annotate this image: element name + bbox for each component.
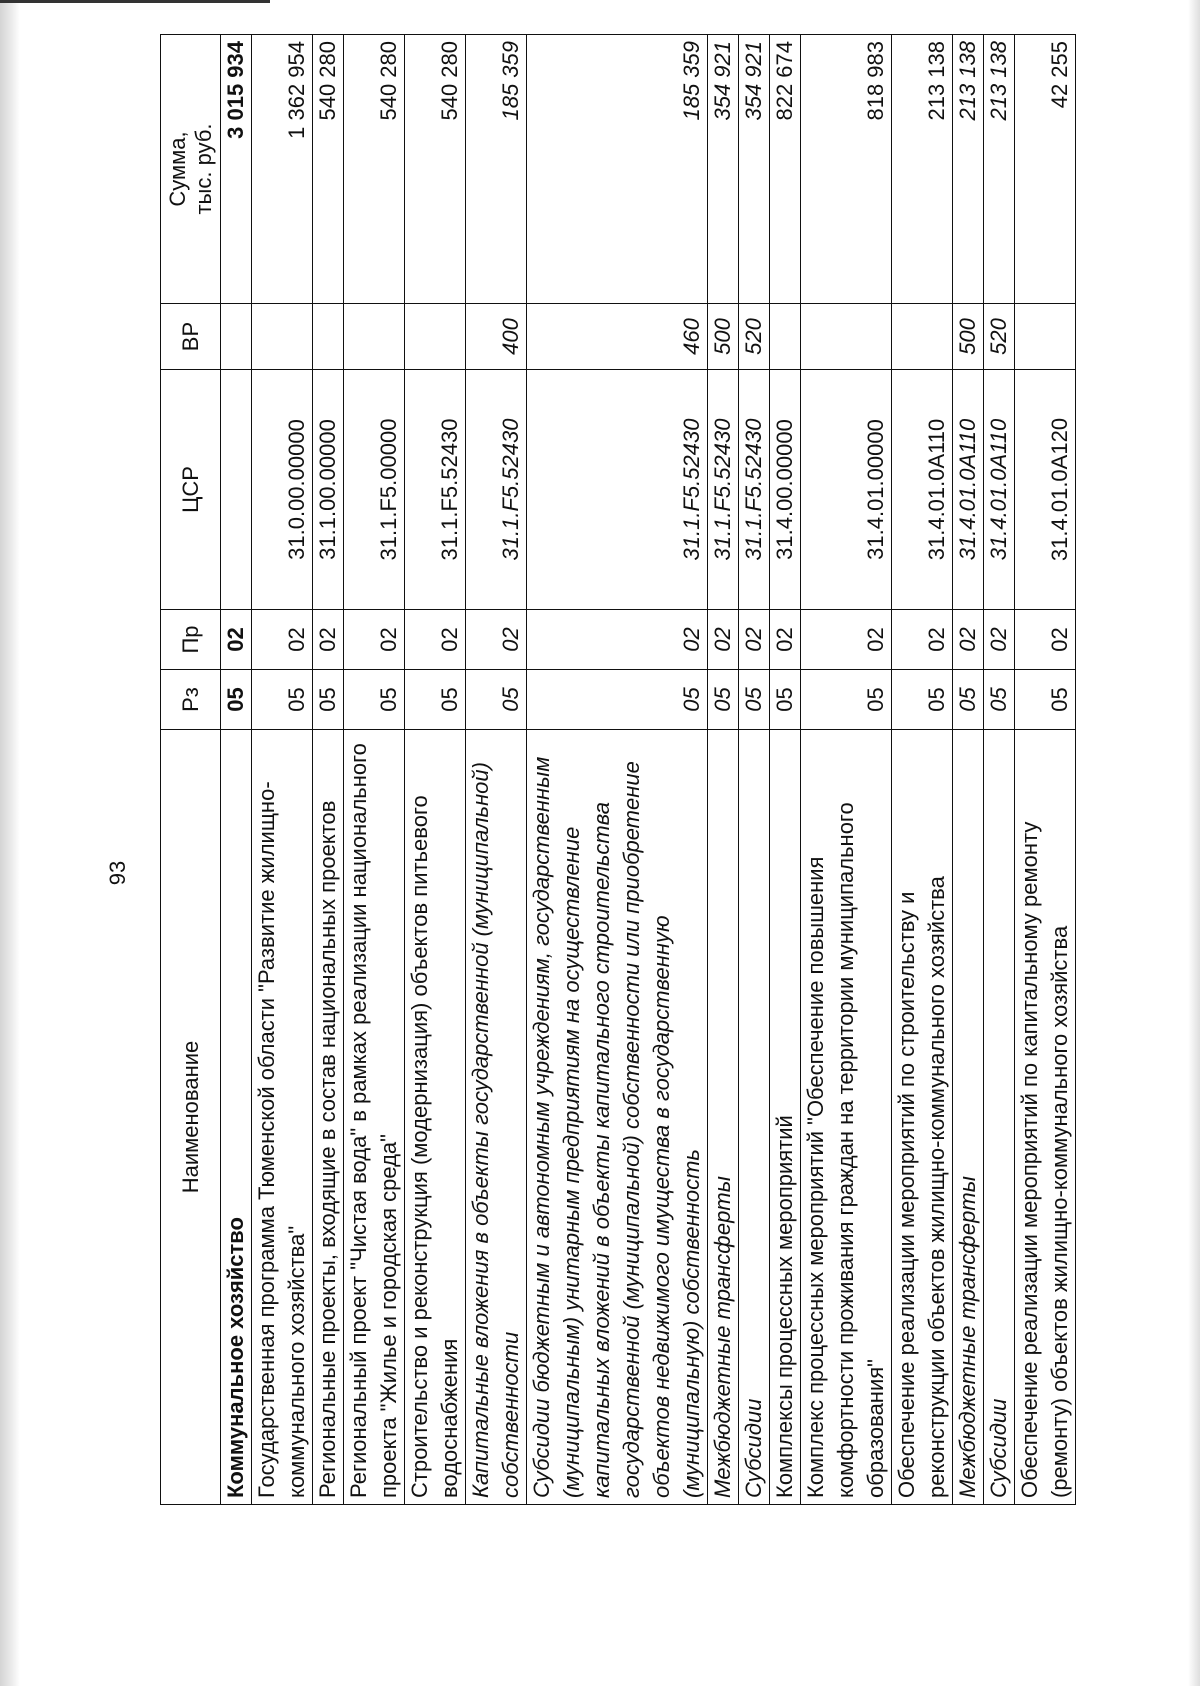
cell-csr bbox=[221, 370, 252, 610]
table-header-row bbox=[161, 35, 221, 1505]
cell-sum: 213 138 bbox=[984, 35, 1015, 304]
table-row bbox=[770, 35, 801, 1505]
cell-name: Межбюджетные трансферты bbox=[708, 730, 739, 1505]
scan-top-edge bbox=[0, 0, 270, 3]
cell-name: Строительство и реконструкция (модернизация) объектов питьевого водоснабжения bbox=[405, 730, 466, 1505]
cell-name: Комплекс процессных мероприятий "Обеспечение повышения комфортности проживания граждан на территории муниципального образования" bbox=[801, 730, 892, 1505]
cell-sum: 42 255 bbox=[1015, 35, 1076, 304]
table-row bbox=[739, 35, 770, 1505]
cell-rz: 05 bbox=[344, 670, 405, 730]
cell-name: Субсидии bbox=[984, 730, 1015, 1505]
cell-rz: 05 bbox=[527, 670, 708, 730]
cell-pr: 02 bbox=[405, 610, 466, 670]
cell-name: Коммунальное хозяйство bbox=[221, 730, 252, 1505]
cell-name: Капитальные вложения в объекты государственной (муниципальной) собственности bbox=[466, 730, 527, 1505]
cell-rz: 05 bbox=[1015, 670, 1076, 730]
cell-vr bbox=[801, 304, 892, 370]
cell-vr: 500 bbox=[708, 304, 739, 370]
cell-csr: 31.1.F5.52430 bbox=[739, 370, 770, 610]
cell-pr: 02 bbox=[221, 610, 252, 670]
cell-name: Межбюджетные трансферты bbox=[953, 730, 984, 1505]
cell-name: Субсидии бюджетным и автономным учреждениям, государственным (муниципальным) унитарным предприятиям на осуществление капитальных вложений в объекты капитального строительства государственной (муниципальной) собственности или приобретение объектов недвижимого имущества в государственную (муниципальную) собственность bbox=[527, 730, 708, 1505]
cell-sum: 540 280 bbox=[313, 35, 344, 304]
budget-table bbox=[160, 34, 1076, 1505]
header-sum-line1: Сумма, bbox=[164, 131, 190, 207]
table-row bbox=[708, 35, 739, 1505]
table-row bbox=[892, 35, 953, 1505]
cell-vr bbox=[221, 304, 252, 370]
cell-csr: 31.1.F5.52430 bbox=[405, 370, 466, 610]
cell-rz: 05 bbox=[221, 670, 252, 730]
cell-rz: 05 bbox=[466, 670, 527, 730]
cell-vr: 500 bbox=[953, 304, 984, 370]
page-number: 93 bbox=[105, 860, 130, 886]
table-row bbox=[344, 35, 405, 1505]
table-row bbox=[527, 35, 708, 1505]
cell-name: Государственная программа Тюменской области "Развитие жилищно-коммунального хозяйства" bbox=[252, 730, 313, 1505]
cell-pr: 02 bbox=[252, 610, 313, 670]
cell-name: Обеспечение реализации мероприятий по строительству и реконструкции объектов жилищно-коммунального хозяйства bbox=[892, 730, 953, 1505]
table-row bbox=[405, 35, 466, 1505]
cell-csr: 31.4.01.0А120 bbox=[1015, 370, 1076, 610]
cell-sum: 354 921 bbox=[739, 35, 770, 304]
cell-pr: 02 bbox=[953, 610, 984, 670]
cell-pr: 02 bbox=[708, 610, 739, 670]
cell-csr: 31.4.00.00000 bbox=[770, 370, 801, 610]
cell-rz: 05 bbox=[892, 670, 953, 730]
cell-csr: 31.4.01.0А110 bbox=[984, 370, 1015, 610]
cell-sum: 822 674 bbox=[770, 35, 801, 304]
cell-pr: 02 bbox=[344, 610, 405, 670]
cell-vr: 400 bbox=[466, 304, 527, 370]
cell-name: Обеспечение реализации мероприятий по капитальному ремонту (ремонту) объектов жилищно-коммунального хозяйства bbox=[1015, 730, 1076, 1505]
cell-pr: 02 bbox=[770, 610, 801, 670]
cell-rz: 05 bbox=[252, 670, 313, 730]
cell-vr bbox=[344, 304, 405, 370]
cell-vr bbox=[313, 304, 344, 370]
header-sum-line2: тыс. руб. bbox=[190, 123, 216, 215]
table-row bbox=[221, 35, 252, 1505]
cell-name: Региональные проекты, входящие в состав национальных проектов bbox=[313, 730, 344, 1505]
cell-pr: 02 bbox=[739, 610, 770, 670]
cell-rz: 05 bbox=[405, 670, 466, 730]
cell-csr: 31.1.F5.52430 bbox=[527, 370, 708, 610]
header-sum bbox=[161, 35, 221, 304]
cell-csr: 31.0.00.00000 bbox=[252, 370, 313, 610]
cell-vr bbox=[892, 304, 953, 370]
cell-sum: 185 359 bbox=[466, 35, 527, 304]
cell-sum: 818 983 bbox=[801, 35, 892, 304]
cell-sum: 3 015 934 bbox=[221, 35, 252, 304]
cell-name: Региональный проект "Чистая вода" в рамках реализации национального проекта "Жилье и городская среда" bbox=[344, 730, 405, 1505]
cell-vr: 520 bbox=[739, 304, 770, 370]
header-csr: ЦСР bbox=[161, 370, 221, 610]
cell-sum: 185 359 bbox=[527, 35, 708, 304]
cell-vr bbox=[1015, 304, 1076, 370]
cell-sum: 213 138 bbox=[892, 35, 953, 304]
table-row bbox=[801, 35, 892, 1505]
header-rz: Рз bbox=[161, 670, 221, 730]
cell-pr: 02 bbox=[466, 610, 527, 670]
table-row bbox=[1015, 35, 1076, 1505]
cell-rz: 05 bbox=[801, 670, 892, 730]
cell-rz: 05 bbox=[953, 670, 984, 730]
cell-csr: 31.1.F5.52430 bbox=[466, 370, 527, 610]
cell-csr: 31.1.F5.52430 bbox=[708, 370, 739, 610]
cell-sum: 540 280 bbox=[344, 35, 405, 304]
cell-pr: 02 bbox=[892, 610, 953, 670]
scan-right-edge bbox=[1188, 0, 1200, 1686]
cell-vr bbox=[252, 304, 313, 370]
cell-rz: 05 bbox=[739, 670, 770, 730]
table-row bbox=[466, 35, 527, 1505]
header-vr: ВР bbox=[161, 304, 221, 370]
table-row bbox=[984, 35, 1015, 1505]
cell-csr: 31.1.00.00000 bbox=[313, 370, 344, 610]
cell-sum: 354 921 bbox=[708, 35, 739, 304]
cell-csr: 31.4.01.0А110 bbox=[892, 370, 953, 610]
scan-left-edge bbox=[0, 0, 20, 1686]
cell-vr: 460 bbox=[527, 304, 708, 370]
cell-rz: 05 bbox=[313, 670, 344, 730]
cell-csr: 31.4.01.00000 bbox=[801, 370, 892, 610]
cell-name: Субсидии bbox=[739, 730, 770, 1505]
cell-sum: 1 362 954 bbox=[252, 35, 313, 304]
cell-csr: 31.4.01.0А110 bbox=[953, 370, 984, 610]
cell-csr: 31.1.F5.00000 bbox=[344, 370, 405, 610]
cell-sum: 213 138 bbox=[953, 35, 984, 304]
header-name: Наименование bbox=[161, 730, 221, 1505]
cell-pr: 02 bbox=[527, 610, 708, 670]
table-body bbox=[221, 35, 1076, 1505]
cell-rz: 05 bbox=[770, 670, 801, 730]
cell-pr: 02 bbox=[1015, 610, 1076, 670]
cell-pr: 02 bbox=[801, 610, 892, 670]
cell-sum: 540 280 bbox=[405, 35, 466, 304]
cell-pr: 02 bbox=[313, 610, 344, 670]
cell-vr bbox=[770, 304, 801, 370]
cell-rz: 05 bbox=[708, 670, 739, 730]
header-pr: Пр bbox=[161, 610, 221, 670]
cell-vr: 520 bbox=[984, 304, 1015, 370]
table-row bbox=[953, 35, 984, 1505]
table-row bbox=[313, 35, 344, 1505]
rotated-page-content bbox=[160, 35, 1080, 1505]
cell-rz: 05 bbox=[984, 670, 1015, 730]
cell-name: Комплексы процессных мероприятий bbox=[770, 730, 801, 1505]
table-row bbox=[252, 35, 313, 1505]
cell-pr: 02 bbox=[984, 610, 1015, 670]
cell-vr bbox=[405, 304, 466, 370]
